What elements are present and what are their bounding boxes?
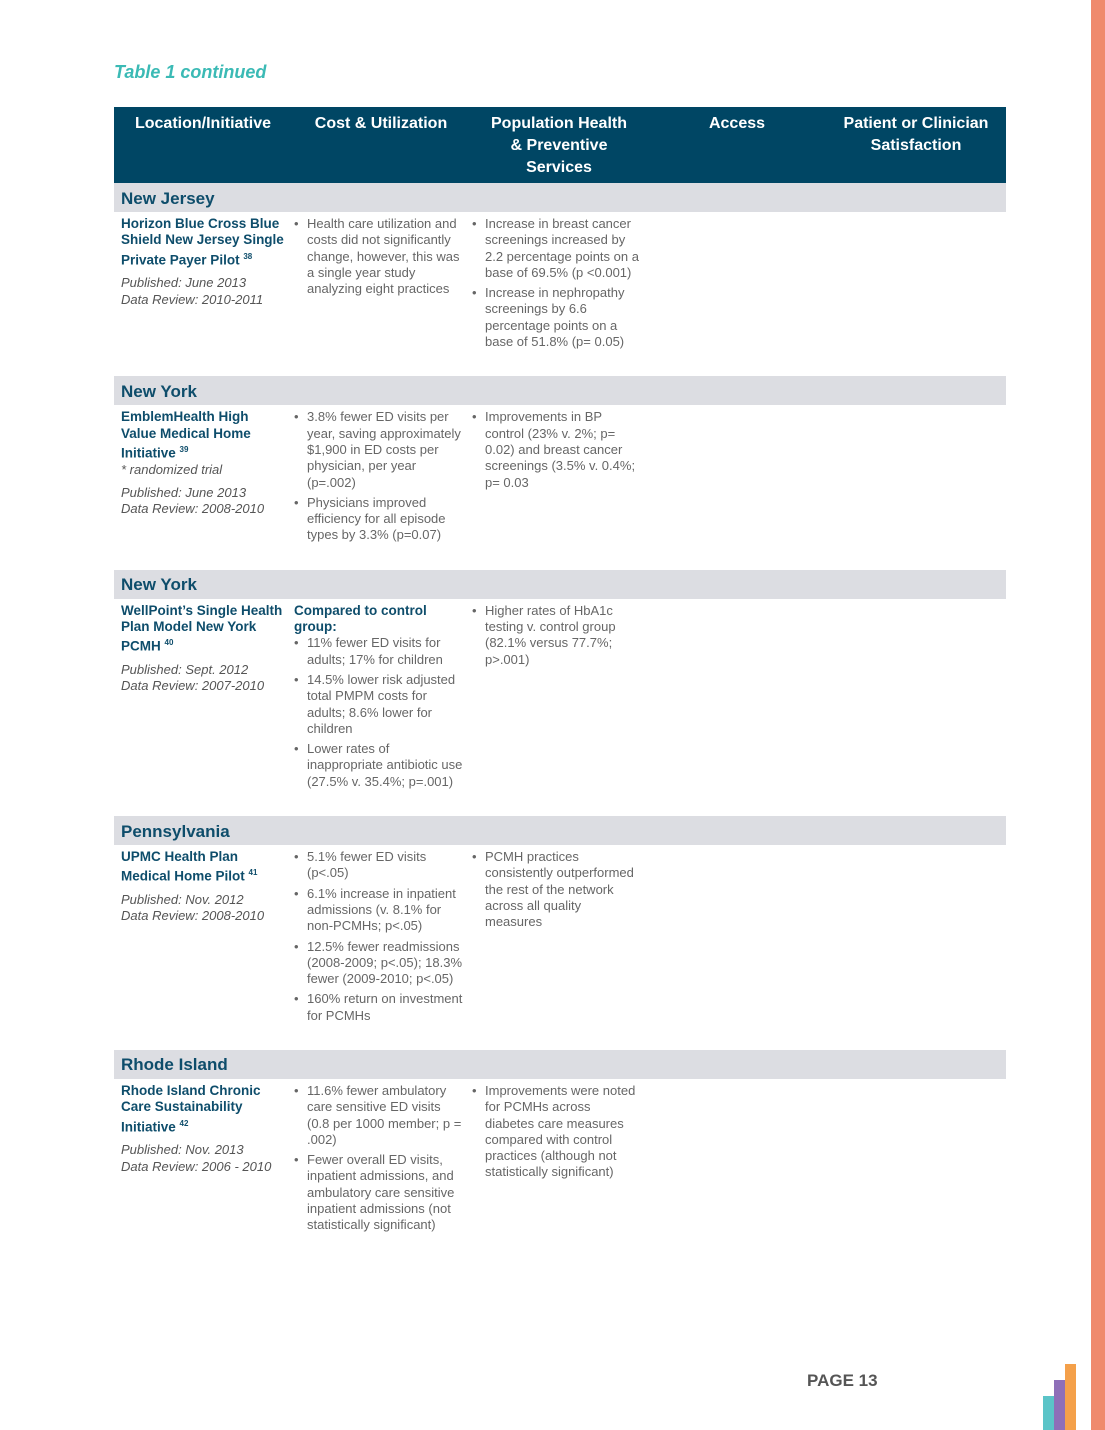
list-item: • 14.5% lower risk adjusted total PMPM costs for adults; 8.6% lower for children bbox=[294, 672, 463, 737]
population-health-cell bbox=[470, 599, 648, 816]
cost-utilization-cell bbox=[292, 405, 470, 569]
reference-number: 38 bbox=[243, 251, 253, 261]
location-cell bbox=[114, 845, 292, 1050]
access-cell bbox=[648, 845, 826, 1050]
cost-group-heading: Compared to control group: bbox=[294, 602, 427, 635]
initiative-dates bbox=[121, 485, 285, 518]
initiative-name-text: WellPoint’s Single Health Plan Model New York PCMH bbox=[121, 602, 283, 654]
access-cell bbox=[648, 212, 826, 376]
table-row bbox=[114, 599, 1006, 816]
initiative-name-text: EmblemHealth High Value Medical Home Initiative bbox=[121, 409, 251, 461]
list-item: • Increase in nephropathy screenings by 6.6 percentage points on a base of 51.8% (p= 0.05) bbox=[472, 285, 641, 350]
list-item: • Physicians improved efficiency for all episode types by 3.3% (p=0.07) bbox=[294, 495, 463, 544]
state-name: New Jersey bbox=[114, 183, 1006, 212]
satisfaction-cell bbox=[826, 212, 1006, 376]
list-item: • PCMH practices consistently outperformed the rest of the network across all quality measures bbox=[472, 849, 641, 930]
initiatives-table bbox=[114, 107, 1006, 1260]
published-date: Published: June 2013 bbox=[121, 485, 247, 501]
initiative-note: * randomized trial bbox=[121, 461, 223, 477]
cost-list bbox=[294, 849, 463, 1024]
table-row bbox=[114, 405, 1006, 569]
reference-number: 41 bbox=[248, 868, 258, 878]
list-item: • 11.6% fewer ambulatory care sensitive ED visits (0.8 per 1000 member; p = .002) bbox=[294, 1083, 463, 1148]
published-date: Published: Nov. 2013 bbox=[121, 1142, 244, 1158]
population-health-list bbox=[472, 849, 641, 930]
decorative-bar bbox=[1054, 1380, 1065, 1430]
initiative-name-text: UPMC Health Plan Medical Home Pilot bbox=[121, 849, 245, 884]
satisfaction-cell bbox=[826, 1079, 1006, 1260]
list-item: • 5.1% fewer ED visits (p<.05) bbox=[294, 849, 463, 882]
decorative-bar-graphic bbox=[1043, 1360, 1091, 1430]
population-health-list bbox=[472, 216, 641, 350]
initiative-name bbox=[121, 603, 285, 655]
state-name: New York bbox=[114, 376, 1006, 405]
initiative-name bbox=[121, 1083, 285, 1135]
cost-list bbox=[294, 409, 463, 543]
decorative-side-stripe bbox=[1091, 0, 1105, 1430]
header-cost: Cost & Utilization bbox=[292, 107, 470, 183]
cost-utilization-cell bbox=[292, 212, 470, 376]
data-review-range: Data Review: 2010-2011 bbox=[121, 291, 264, 307]
location-cell bbox=[114, 599, 292, 816]
list-item: • Increase in breast cancer screenings increased by 2.2 percentage points on a base of 69.5% (p <0.001) bbox=[472, 216, 641, 281]
published-date: Published: June 2013 bbox=[121, 275, 247, 291]
cost-utilization-cell bbox=[292, 599, 470, 816]
state-name: Pennsylvania bbox=[114, 816, 1006, 845]
initiative-dates bbox=[121, 892, 285, 925]
initiative-name-text: Horizon Blue Cross Blue Shield New Jersey Single Private Payer Pilot bbox=[121, 216, 284, 268]
access-cell bbox=[648, 405, 826, 569]
list-item: • 3.8% fewer ED visits per year, saving approximately $1,900 in ED costs per physician, per year (p=.002) bbox=[294, 409, 463, 490]
access-cell bbox=[648, 599, 826, 816]
initiative-dates bbox=[121, 275, 285, 308]
header-population-health: Population Health & Preventive Services bbox=[470, 107, 648, 183]
location-cell bbox=[114, 405, 292, 569]
state-row bbox=[114, 183, 1006, 212]
state-row bbox=[114, 1050, 1006, 1079]
initiative-dates bbox=[121, 1142, 285, 1175]
population-health-list bbox=[472, 409, 641, 490]
location-cell bbox=[114, 212, 292, 376]
table-row bbox=[114, 1079, 1006, 1260]
data-review-range: Data Review: 2008-2010 bbox=[121, 501, 265, 517]
cost-utilization-cell bbox=[292, 845, 470, 1050]
state-name: Rhode Island bbox=[114, 1050, 1006, 1079]
state-name: New York bbox=[114, 570, 1006, 599]
header-location: Location/Initiative bbox=[114, 107, 292, 183]
published-date: Published: Nov. 2012 bbox=[121, 892, 244, 908]
list-item: • 11% fewer ED visits for adults; 17% for children bbox=[294, 635, 463, 668]
list-item: • Lower rates of inappropriate antibiotic use (27.5% v. 35.4%; p=.001) bbox=[294, 741, 463, 790]
cost-list bbox=[294, 1083, 463, 1234]
population-health-cell bbox=[470, 845, 648, 1050]
location-cell bbox=[114, 1079, 292, 1260]
population-health-cell bbox=[470, 1079, 648, 1260]
list-item: • 6.1% increase in inpatient admissions (v. 8.1% for non-PCMHs; p<.05) bbox=[294, 886, 463, 935]
table-row bbox=[114, 845, 1006, 1050]
initiative-name bbox=[121, 409, 285, 461]
cost-list bbox=[294, 216, 463, 297]
table-row bbox=[114, 212, 1006, 376]
state-row bbox=[114, 570, 1006, 599]
data-review-range: Data Review: 2008-2010 bbox=[121, 908, 265, 924]
table-header-row bbox=[114, 107, 1006, 183]
list-item: • Fewer overall ED visits, inpatient admissions, and ambulatory care sensitive inpatient admissions (not statistically significant) bbox=[294, 1152, 463, 1233]
data-review-range: Data Review: 2007-2010 bbox=[121, 678, 265, 694]
list-item: • Higher rates of HbA1c testing v. control group (82.1% versus 77.7%; p>.001) bbox=[472, 603, 641, 668]
list-item: • Health care utilization and costs did not significantly change, however, this was a single year study analyzing eight practices bbox=[294, 216, 463, 297]
list-item: • 12.5% fewer readmissions (2008-2009; p<.05); 18.3% fewer (2009-2010; p<.05) bbox=[294, 939, 463, 988]
header-access: Access bbox=[648, 107, 826, 183]
initiative-name-text: Rhode Island Chronic Care Sustainability Initiative bbox=[121, 1082, 261, 1135]
decorative-bar bbox=[1043, 1396, 1054, 1430]
reference-number: 39 bbox=[179, 444, 189, 454]
table-caption: Table 1 continued bbox=[114, 62, 267, 82]
state-row bbox=[114, 816, 1006, 845]
population-health-cell bbox=[470, 212, 648, 376]
data-review-range: Data Review: 2006 - 2010 bbox=[121, 1158, 272, 1174]
initiative-name bbox=[121, 216, 285, 268]
initiative-dates bbox=[121, 662, 285, 695]
satisfaction-cell bbox=[826, 405, 1006, 569]
header-satisfaction: Patient or Clinician Satisfaction bbox=[826, 107, 1006, 183]
satisfaction-cell bbox=[826, 845, 1006, 1050]
state-row bbox=[114, 376, 1006, 405]
cost-list bbox=[294, 635, 463, 790]
initiative-name bbox=[121, 849, 285, 885]
population-health-cell bbox=[470, 405, 648, 569]
list-item: • Improvements in BP control (23% v. 2%; p= 0.02) and breast cancer screenings (3.5% v. 0.4%; p= 0.03 bbox=[472, 409, 641, 490]
published-date: Published: Sept. 2012 bbox=[121, 662, 249, 678]
list-item: • Improvements were noted for PCMHs across diabetes care measures compared with control practices (although not statistically significant) bbox=[472, 1083, 641, 1181]
reference-number: 42 bbox=[179, 1118, 189, 1128]
population-health-list bbox=[472, 1083, 641, 1181]
list-item: • 160% return on investment for PCMHs bbox=[294, 991, 463, 1024]
decorative-bar bbox=[1065, 1364, 1076, 1430]
population-health-list bbox=[472, 603, 641, 668]
satisfaction-cell bbox=[826, 599, 1006, 816]
access-cell bbox=[648, 1079, 826, 1260]
cost-utilization-cell bbox=[292, 1079, 470, 1260]
reference-number: 40 bbox=[164, 638, 174, 648]
page-number: PAGE 13 bbox=[807, 1371, 878, 1390]
